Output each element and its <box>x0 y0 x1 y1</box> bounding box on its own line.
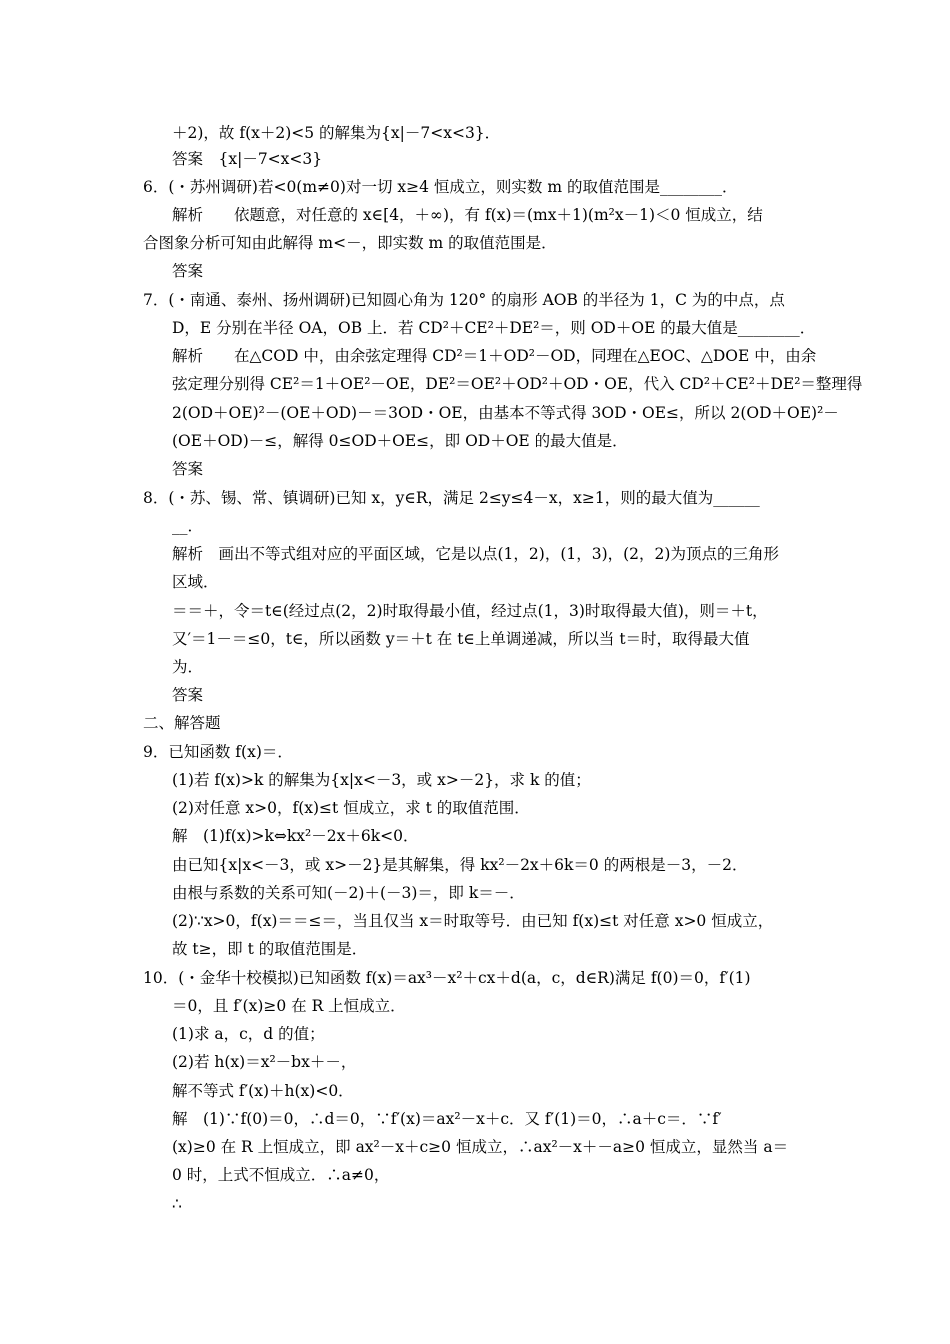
text-line: 故 t≥，即 t 的取值范围是． <box>172 940 368 958</box>
section-heading: 二、解答题 <box>143 714 221 732</box>
answer-line: 答案 <box>172 262 204 280</box>
text-line: 由根与系数的关系可知(－2)＋(－3)＝，即 k＝－． <box>172 884 525 902</box>
text-line: 解析 在△COD 中，由余弦定理得 CD²＝1＋OD²－OD，同理在△EOC、△DOE 中，由余 <box>172 347 817 365</box>
text-line: 为． <box>172 658 204 676</box>
answer-line: 答案 {x|－7<x<3} <box>172 150 323 168</box>
text-line: 解析 依题意，对任意的 x∈[4，＋∞)，有 f(x)＝(mx＋1)(m²x－1)＜0 恒成立，结 <box>172 206 763 224</box>
text-line: ＋2)，故 f(x＋2)<5 的解集为{x|－7<x<3}． <box>172 124 501 142</box>
text-line: 弦定理分别得 CE²＝1＋OE²－OE，DE²＝OE²＋OD²＋OD・OE，代入 CD²＋CE²＋DE²＝整理得 <box>172 375 863 393</box>
text-line: 解析 画出不等式组对应的平面区域，它是以点(1，2)，(1，3)，(2，2)为顶点的三角形 <box>172 545 779 563</box>
question-6: 6．(・苏州调研)若<0(m≠0)对一切 x≥4 恒成立，则实数 m 的取值范围是________． <box>143 178 738 196</box>
text-line: (OE＋OD)－≤，解得 0≤OD＋OE≤，即 OD＋OE 的最大值是． <box>172 432 628 450</box>
text-line: 区域． <box>172 573 219 591</box>
text-line: 合图象分析可知由此解得 m<－，即实数 m 的取值范围是． <box>143 234 557 252</box>
text-line: D，E 分别在半径 OA，OB 上．若 CD²＋CE²＋DE²＝，则 OD＋OE 的最大值是________． <box>172 319 816 337</box>
answer-line: 答案 <box>172 686 204 704</box>
question-7: 7．(・南通、泰州、扬州调研)已知圆心角为 120° 的扇形 AOB 的半径为 1，C 为的中点，点 <box>143 291 785 309</box>
text-line: 2(OD＋OE)²－(OE＋OD)－＝3OD・OE，由基本不等式得 3OD・OE≤，所以 2(OD＋OE)²－ <box>172 404 839 422</box>
text-line: (1)求 a，c，d 的值； <box>172 1025 325 1043</box>
answer-line: 答案 <box>172 460 204 478</box>
text-line: ＝0，且 f′(x)≥0 在 R 上恒成立． <box>172 997 406 1015</box>
text-line: (1)若 f(x)>k 的解集为{x|x<－3，或 x>－2}，求 k 的值； <box>172 771 591 789</box>
text-line: 0 时，上式不恒成立．∴a≠0， <box>172 1166 390 1184</box>
text-line: 解不等式 f′(x)＋h(x)<0． <box>172 1082 354 1100</box>
text-line: (x)≥0 在 R 上恒成立，即 ax²－x＋c≥0 恒成立，∴ax²－x＋－a≥0 恒成立，显然当 a＝ <box>172 1138 789 1156</box>
text-line: ∴ <box>172 1195 182 1213</box>
question-8: 8．(・苏、锡、常、镇调研)已知 x，y∈R，满足 2≤y≤4－x，x≥1，则的最大值为______ <box>143 489 760 507</box>
text-line: 解 (1)f(x)>k⇔kx²－2x＋6k<0． <box>172 827 419 845</box>
text-line: 由已知{x|x<－3，或 x>－2}是其解集，得 kx²－2x＋6k＝0 的两根是－3，－2． <box>172 856 748 874</box>
text-line: 解 (1)∵f(0)＝0，∴d＝0，∵f′(x)＝ax²－x＋c．又 f′(1)＝0，∴a＋c＝．∵f′ <box>172 1110 722 1128</box>
text-line: 又′＝1－＝≤0，t∈，所以函数 y＝＋t 在 t∈上单调递减，所以当 t＝时，取得最大值 <box>172 630 750 648</box>
text-line: (2)∵x>0，f(x)＝＝≤＝，当且仅当 x＝时取等号．由已知 f(x)≤t 对任意 x>0 恒成立， <box>172 912 774 930</box>
question-10: 10．(・金华十校模拟)已知函数 f(x)＝ax³－x²＋cx＋d(a，c，d∈R)满足 f(0)＝0，f′(1) <box>143 969 751 987</box>
question-9: 9．已知函数 f(x)＝． <box>143 743 293 761</box>
text-line: ＝＝＋，令＝t∈(经过点(2，2)时取得最小值，经过点(1，3)时取得最大值)，则＝＋t， <box>172 602 768 620</box>
text-line: __． <box>172 517 204 535</box>
text-line: (2)若 h(x)＝x²－bx＋－， <box>172 1053 357 1071</box>
text-line: (2)对任意 x>0，f(x)≤t 恒成立，求 t 的取值范围． <box>172 799 530 817</box>
